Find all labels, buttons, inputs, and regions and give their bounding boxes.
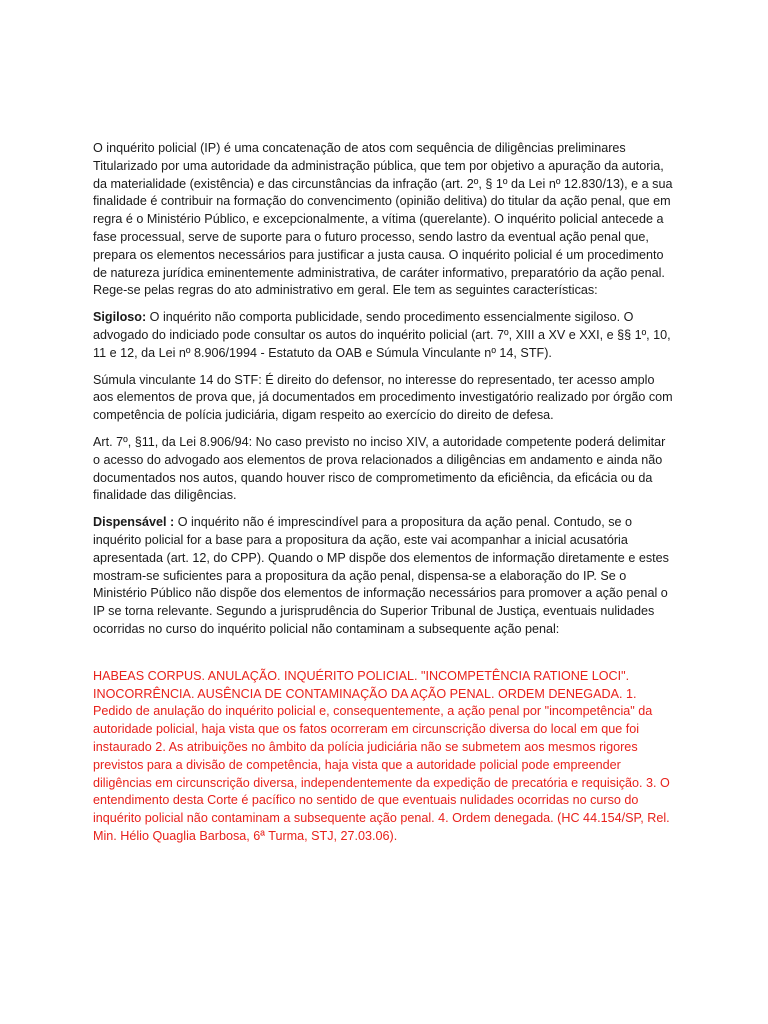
dispensavel-paragraph (93, 514, 675, 639)
sigiloso-label: Sigiloso: (93, 310, 147, 325)
document-page (93, 140, 675, 855)
art7-paragraph: Art. 7º, §11, da Lei 8.906/94: No caso previsto no inciso XIV, a autoridade competente poderá delimitar o acesso do advogado aos elementos de prova relacionados a diligências em andamento e ainda não documentados nos autos, quando houver risco de comprometimento da eficiência, da eficácia ou da finalidade das diligências. (93, 434, 666, 503)
intro-paragraph: O inquérito policial (IP) é uma concatenação de atos com sequência de diligências preliminares Titularizado por uma autoridade da administração pública, que tem por objetivo a apuração da autoria, da materialidade (existência) e das circunstâncias da infração (art. 2º, § 1º da Lei nº 12.830/13), e a sua finalidade é contribuir na formação do convencimento (opinião delitiva) do titular da ação penal, que em regra é o Ministério Público, e excepcionalmente, a vítima (querelante). O inquérito policial antecede a fase processual, serve de suporte para o futuro processo, sendo lastro da eventual ação penal que, prepara os elementos necessários para justificar a justa causa. O inquérito policial é um procedimento de natureza jurídica eminentemente administrativa, de caráter informativo, preparatório da ação penal. Rege-se pelas regras do ato administrativo em geral. Ele tem as seguintes características: (93, 141, 673, 298)
dispensavel-label: Dispensável : (93, 515, 175, 530)
habeas-corpus-quote: HABEAS CORPUS. ANULAÇÃO. INQUÉRITO POLICIAL. "INCOMPETÊNCIA RATIONE LOCI". INOCORRÊNCIA. AUSÊNCIA DE CONTAMINAÇÃO DA AÇÃO PENAL. ORDEM DENEGADA. 1. Pedido de anulação do inquérito policial e, consequentemente, a ação penal por "incompetência" da autoridade policial, haja vista que os fatos ocorreram em circunscrição diversa do local em que foi instaurado 2. As atribuições no âmbito da polícia judiciária não se submetem aos mesmos rigores previstos para a divisão de competência, haja vista que a autoridade policial pode empreender diligências em circunscrição diversa, independentemente da expedição de precatória e requisição. 3. O entendimento desta Corte é pacífico no sentido de que eventuais nulidades ocorridas no curso do inquérito policial não contaminam a subsequente ação penal. 4. Ordem denegada. (HC 44.154/SP, Rel. Min. Hélio Quaglia Barbosa, 6ª Turma, STJ, 27.03.06). (93, 668, 670, 843)
sigiloso-text: O inquérito não comporta publicidade, sendo procedimento essencialmente sigiloso. O advogado do indiciado pode consultar os autos do inquérito policial (art. 7º, XIII a XV e XXI, e §§ 1º, 10, 11 e 12, da Lei nº 8.906/1994 - Estatuto da OAB e Súmula Vinculante nº 14, STF). (93, 310, 671, 360)
sigiloso-paragraph (93, 309, 675, 362)
dispensavel-text: O inquérito não é imprescindível para a propositura da ação penal. Contudo, se o inquérito policial for a base para a propositura da ação, este vai acompanhar a inicial acusatória apresentada (art. 12, do CPP). Quando o MP dispõe dos elementos de informação diretamente e estes mostram-se suficientes para a propositura da ação penal, dispensa-se a elaboração do IP. Se o Ministério Público não dispõe dos elementos de informação necessários para promover a ação penal o IP se torna relevante. Segundo a jurisprudência do Superior Tribunal de Justiça, eventuais nulidades ocorridas no curso do inquérito policial não contaminam a subsequente ação penal: (93, 515, 669, 636)
sumula-paragraph: Súmula vinculante 14 do STF: É direito do defensor, no interesse do representado, ter acesso amplo aos elementos de prova que, já documentados em procedimento investigatório realizado por órgão com competência de polícia judiciária, digam respeito ao exercício do direito de defesa. (93, 372, 673, 423)
